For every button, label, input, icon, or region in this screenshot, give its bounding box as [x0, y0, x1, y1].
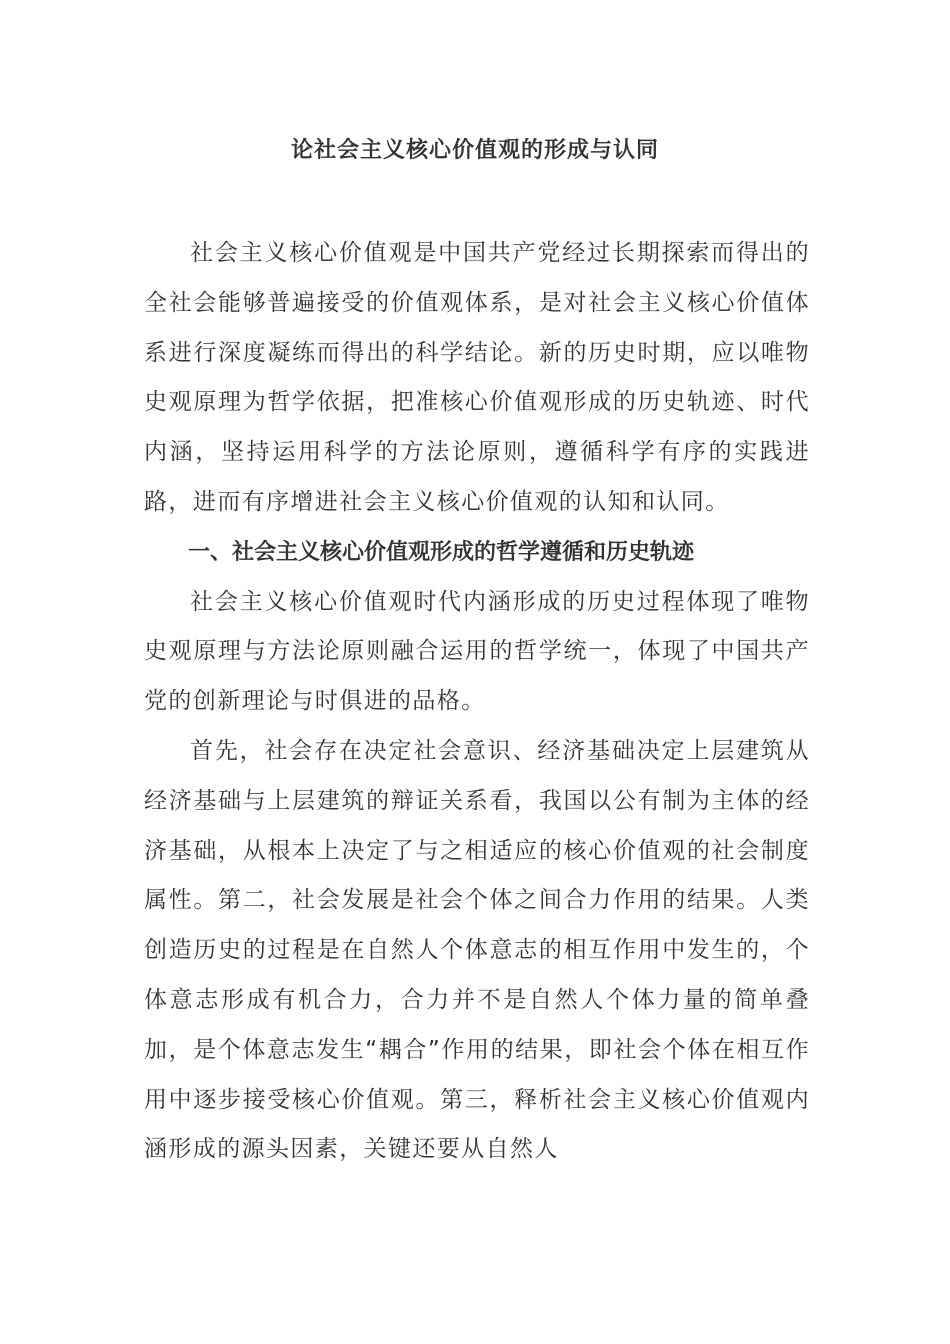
document-body	[144, 229, 810, 1175]
section1-paragraph-1: 社会主义核心价值观时代内涵形成的历史过程体现了唯物史观原理与方法论原则融合运用的哲学统一，体现了中国共产党的创新理论与时俱进的品格。	[144, 588, 810, 715]
section-heading-1: 一、社会主义核心价值观形成的哲学遵循和历史轨迹	[188, 539, 695, 565]
section1-paragraph-2: 首先，社会存在决定社会意识、经济基础决定上层建筑从经济基础与上层建筑的辩证关系看，我国以公有制为主体的经济基础，从根本上决定了与之相适应的核心价值观的社会制度属性。第二，社会发展是社会个体之间合力作用的结果。人类创造历史的过程是在自然人个体意志的相互作用中发生的，个体意志形成有机合力，合力并不是自然人个体力量的简单叠加，是个体意志发生“耦合”作用的结果，即社会个体在相互作用中逐步接受核心价值观。第三，释析社会主义核心价值观内涵形成的源头因素，关键还要从自然人	[144, 737, 810, 1163]
document-title: 论社会主义核心价值观的形成与认同	[290, 138, 659, 163]
intro-paragraph: 社会主义核心价值观是中国共产党经过长期探索而得出的全社会能够普遍接受的价值观体系，是对社会主义核心价值体系进行深度凝练而得出的科学结论。新的历史时期，应以唯物史观原理为哲学依据，把准核心价值观形成的历史轨迹、时代内涵，坚持运用科学的方法论原则，遵循科学有序的实践进路，进而有序增进社会主义核心价值观的认知和认同。	[144, 240, 810, 515]
